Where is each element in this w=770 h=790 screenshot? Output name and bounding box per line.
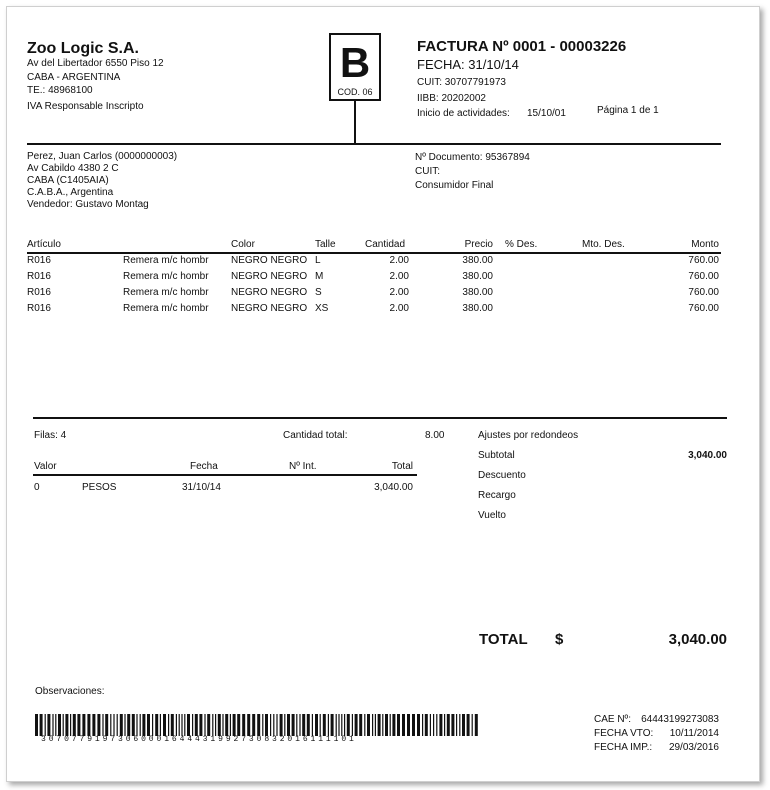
due-date-label: FECHA VTO: bbox=[594, 728, 654, 739]
col-price: Precio bbox=[464, 239, 493, 250]
customer-region: C.A.B.A., Argentina bbox=[27, 187, 114, 198]
barcode-bar bbox=[430, 714, 431, 736]
item-row-size: XS bbox=[315, 303, 329, 314]
item-row-color: NEGRO NEGRO bbox=[231, 303, 308, 314]
barcode-bar bbox=[97, 714, 100, 736]
rows-count: Filas: 4 bbox=[34, 430, 67, 441]
barcode-bar bbox=[92, 714, 95, 736]
col-qty: Cantidad bbox=[365, 239, 406, 250]
barcode-bar bbox=[171, 714, 174, 736]
barcode-bar bbox=[110, 714, 111, 736]
barcode-bar bbox=[331, 714, 334, 736]
barcode-bar bbox=[323, 714, 326, 736]
barcode-bar bbox=[52, 714, 53, 736]
barcode-bar bbox=[40, 714, 43, 736]
barcode-bar bbox=[352, 714, 353, 736]
item-row-color: NEGRO NEGRO bbox=[231, 255, 308, 266]
barcode-bar bbox=[382, 714, 383, 736]
barcode-bar bbox=[456, 714, 457, 736]
invoice-title: FACTURA Nº 0001 - 00003226 bbox=[417, 38, 627, 55]
type-box-stem bbox=[354, 101, 356, 145]
start-activities-date: 15/10/01 bbox=[527, 108, 566, 119]
barcode-bar bbox=[47, 714, 50, 736]
barcode-bar bbox=[179, 714, 180, 736]
item-row-color: NEGRO NEGRO bbox=[231, 287, 308, 298]
barcode-bar bbox=[276, 714, 277, 736]
customer-document: Nº Documento: 95367894 bbox=[415, 152, 530, 163]
start-activities-label: Inicio de actividades: bbox=[417, 108, 510, 119]
cae-label: CAE Nº: bbox=[594, 714, 631, 725]
item-row-code: R016 bbox=[27, 287, 51, 298]
issuer-iibb: IIBB: 20202002 bbox=[417, 93, 486, 104]
barcode-bar bbox=[364, 714, 365, 736]
barcode-bar bbox=[257, 714, 260, 736]
customer-address: Av Cabildo 4380 2 C bbox=[27, 163, 119, 174]
barcode-bar bbox=[127, 714, 130, 736]
barcode-bar bbox=[233, 714, 236, 736]
barcode-bar bbox=[338, 714, 339, 736]
barcode-bar bbox=[120, 714, 123, 736]
barcode-bar bbox=[444, 714, 445, 736]
pay-col-date: Fecha bbox=[190, 461, 218, 472]
due-date-value: 10/11/2014 bbox=[669, 728, 719, 739]
barcode-bar bbox=[63, 714, 64, 736]
barcode-bar bbox=[55, 714, 56, 736]
barcode-bar bbox=[102, 714, 103, 736]
barcode-bar bbox=[195, 714, 198, 736]
invoice-type-box bbox=[329, 33, 381, 101]
barcode-bar bbox=[199, 714, 202, 736]
barcode-bar bbox=[218, 714, 221, 736]
barcode-bar bbox=[247, 714, 250, 736]
barcode-bar bbox=[140, 714, 141, 736]
barcode-bar bbox=[328, 714, 329, 736]
barcode-bar bbox=[447, 714, 450, 736]
barcode-bar bbox=[475, 714, 478, 736]
item-row-code: R016 bbox=[27, 255, 51, 266]
barcode-bar bbox=[207, 714, 210, 736]
col-discount-pct: % Des. bbox=[505, 239, 538, 250]
barcode-bar bbox=[65, 714, 68, 736]
header-divider bbox=[27, 143, 721, 145]
col-size: Talle bbox=[315, 239, 336, 250]
barcode-bar bbox=[299, 714, 300, 736]
barcode-bar bbox=[265, 714, 268, 736]
barcode-bar bbox=[132, 714, 135, 736]
total-value: 3,040.00 bbox=[668, 631, 727, 648]
barcode-bar bbox=[113, 714, 114, 736]
print-date-label: FECHA IMP.: bbox=[594, 742, 653, 753]
barcode-bar bbox=[459, 714, 460, 736]
barcode-bar bbox=[73, 714, 76, 736]
item-row-code: R016 bbox=[27, 303, 51, 314]
barcode-bar bbox=[280, 714, 283, 736]
barcode-bar bbox=[105, 714, 108, 736]
item-row-desc: Remera m/c hombr bbox=[123, 287, 209, 298]
customer-city: CABA (C1405AIA) bbox=[27, 175, 109, 186]
barcode-bar bbox=[302, 714, 305, 736]
barcode-bar bbox=[270, 714, 271, 736]
items-header-divider bbox=[27, 252, 721, 254]
barcode-bar bbox=[296, 714, 297, 736]
barcode-bar bbox=[367, 714, 370, 736]
barcode-bar bbox=[375, 714, 376, 736]
barcode-bar bbox=[237, 714, 240, 736]
barcode-bar bbox=[472, 714, 473, 736]
col-color: Color bbox=[231, 239, 255, 250]
barcode-bar bbox=[312, 714, 313, 736]
barcode-bar bbox=[87, 714, 90, 736]
subtotal-label: Subtotal bbox=[478, 450, 515, 461]
barcode-bar bbox=[292, 714, 295, 736]
barcode-bar bbox=[163, 714, 166, 736]
invoice-date: FECHA: 31/10/14 bbox=[417, 57, 519, 72]
company-tax-status: IVA Responsable Inscripto bbox=[27, 101, 144, 112]
barcode-bar bbox=[341, 714, 342, 736]
pay-row-date: 31/10/14 bbox=[182, 482, 221, 493]
barcode-bar bbox=[320, 714, 321, 736]
barcode-bar bbox=[117, 714, 118, 736]
barcode-bar bbox=[392, 714, 395, 736]
pay-col-value: Valor bbox=[34, 461, 57, 472]
barcode-bar bbox=[82, 714, 85, 736]
total-label: TOTAL bbox=[479, 631, 528, 648]
barcode-bar bbox=[184, 714, 185, 736]
barcode-bar bbox=[222, 714, 223, 736]
item-row-code: R016 bbox=[27, 271, 51, 282]
barcode-bar bbox=[58, 714, 61, 736]
barcode-bar bbox=[124, 714, 125, 736]
item-row-desc: Remera m/c hombr bbox=[123, 303, 209, 314]
issuer-cuit: CUIT: 30707791973 bbox=[417, 77, 506, 88]
barcode-digits: 30707791973060001644431992730832016111101 bbox=[41, 735, 357, 744]
barcode-bar bbox=[204, 714, 205, 736]
barcode-bar bbox=[70, 714, 71, 736]
col-amount: Monto bbox=[691, 239, 719, 250]
barcode-bar bbox=[359, 714, 362, 736]
company-phone: TE.: 48968100 bbox=[27, 85, 93, 96]
customer-name: Perez, Juan Carlos (0000000003) bbox=[27, 151, 178, 162]
company-name: Zoo Logic S.A. bbox=[27, 40, 139, 57]
item-row-price: 380.00 bbox=[462, 287, 493, 298]
customer-cuit: CUIT: bbox=[415, 166, 440, 177]
barcode-bar bbox=[252, 714, 255, 736]
customer-condition: Consumidor Final bbox=[415, 180, 494, 191]
barcode-bar bbox=[425, 714, 428, 736]
barcode-bar bbox=[439, 714, 442, 736]
pay-col-total: Total bbox=[391, 461, 413, 472]
cae-value: 64443199273083 bbox=[641, 714, 719, 725]
item-row-size: L bbox=[315, 255, 321, 266]
barcode-bar bbox=[378, 714, 381, 736]
barcode-bar bbox=[397, 714, 400, 736]
change-label: Vuelto bbox=[478, 510, 506, 521]
barcode-bar bbox=[347, 714, 350, 736]
item-row-price: 380.00 bbox=[462, 303, 493, 314]
item-row-qty: 2.00 bbox=[389, 287, 409, 298]
barcode-bar bbox=[451, 714, 454, 736]
item-row-amount: 760.00 bbox=[688, 287, 719, 298]
barcode-bar bbox=[315, 714, 318, 736]
pay-row-total: 3,040.00 bbox=[374, 482, 413, 493]
barcode-bar bbox=[160, 714, 161, 736]
barcode-bar bbox=[35, 714, 38, 736]
total-currency: $ bbox=[555, 631, 564, 648]
barcode-bar bbox=[287, 714, 290, 736]
barcode-bar bbox=[422, 714, 423, 736]
subtotal-value: 3,040.00 bbox=[688, 450, 727, 461]
item-row-size: S bbox=[315, 287, 322, 298]
barcode-bar bbox=[273, 714, 274, 736]
discount-label: Descuento bbox=[478, 470, 526, 481]
barcode-bar bbox=[225, 714, 228, 736]
barcode-bar bbox=[136, 714, 137, 736]
barcode-bar bbox=[462, 714, 465, 736]
item-row-amount: 760.00 bbox=[688, 303, 719, 314]
page-number: Página 1 de 1 bbox=[597, 105, 659, 116]
barcode-bar bbox=[355, 714, 358, 736]
item-row-qty: 2.00 bbox=[389, 303, 409, 314]
barcode-bar bbox=[142, 714, 145, 736]
barcode-bar bbox=[242, 714, 245, 736]
col-discount-amt: Mto. Des. bbox=[582, 239, 625, 250]
item-row-desc: Remera m/c hombr bbox=[123, 271, 209, 282]
barcode-bar bbox=[284, 714, 285, 736]
item-row-amount: 760.00 bbox=[688, 255, 719, 266]
barcode-bar bbox=[344, 714, 345, 736]
barcode-bar bbox=[262, 714, 263, 736]
barcode-bar bbox=[436, 714, 437, 736]
print-date-value: 29/03/2016 bbox=[668, 742, 719, 753]
barcode-bar bbox=[187, 714, 190, 736]
item-row-price: 380.00 bbox=[462, 255, 493, 266]
barcode-bar bbox=[417, 714, 420, 736]
barcode-bar bbox=[147, 714, 150, 736]
barcode-bar bbox=[168, 714, 169, 736]
barcode-bar bbox=[412, 714, 415, 736]
observations-label: Observaciones: bbox=[35, 686, 105, 697]
barcode-bar bbox=[45, 714, 46, 736]
barcode-bar bbox=[215, 714, 216, 736]
barcode-bar bbox=[467, 714, 470, 736]
barcode-bar bbox=[402, 714, 405, 736]
rounding-label: Ajustes por redondeos bbox=[478, 430, 579, 441]
pay-row-type: PESOS bbox=[82, 482, 117, 493]
payments-header-divider bbox=[33, 474, 417, 476]
invoice-page bbox=[6, 6, 760, 782]
barcode-bar bbox=[212, 714, 213, 736]
pay-row-value: 0 bbox=[34, 482, 40, 493]
item-row-color: NEGRO NEGRO bbox=[231, 271, 308, 282]
barcode-bar bbox=[152, 714, 153, 736]
invoice-letter: B bbox=[339, 39, 371, 86]
footer-divider bbox=[33, 417, 727, 419]
col-article: Artículo bbox=[27, 239, 61, 250]
barcode-bar bbox=[407, 714, 410, 736]
surcharge-label: Recargo bbox=[478, 490, 516, 501]
barcode-bar bbox=[390, 714, 391, 736]
item-row-desc: Remera m/c hombr bbox=[123, 255, 209, 266]
barcode-bar bbox=[192, 714, 193, 736]
item-row-amount: 760.00 bbox=[688, 271, 719, 282]
pay-col-num: Nº Int. bbox=[289, 461, 317, 472]
barcode-bar bbox=[230, 714, 231, 736]
barcode-bar bbox=[433, 714, 434, 736]
barcode-bar bbox=[181, 714, 182, 736]
invoice-code: COD. 06 bbox=[337, 87, 373, 97]
barcode-bar bbox=[307, 714, 310, 736]
barcode-bar bbox=[385, 714, 388, 736]
barcode bbox=[35, 714, 479, 736]
item-row-qty: 2.00 bbox=[389, 271, 409, 282]
total-qty: 8.00 bbox=[425, 430, 445, 441]
barcode-bar bbox=[176, 714, 177, 736]
company-address: Av del Libertador 6550 Piso 12 bbox=[27, 58, 164, 69]
item-row-size: M bbox=[315, 271, 324, 282]
barcode-bar bbox=[155, 714, 158, 736]
barcode-bar bbox=[77, 714, 80, 736]
barcode-bar bbox=[336, 714, 337, 736]
item-row-price: 380.00 bbox=[462, 271, 493, 282]
seller: Vendedor: Gustavo Montag bbox=[27, 199, 149, 210]
company-city: CABA - ARGENTINA bbox=[27, 72, 121, 83]
item-row-qty: 2.00 bbox=[389, 255, 409, 266]
total-qty-label: Cantidad total: bbox=[283, 430, 348, 441]
barcode-bar bbox=[372, 714, 373, 736]
